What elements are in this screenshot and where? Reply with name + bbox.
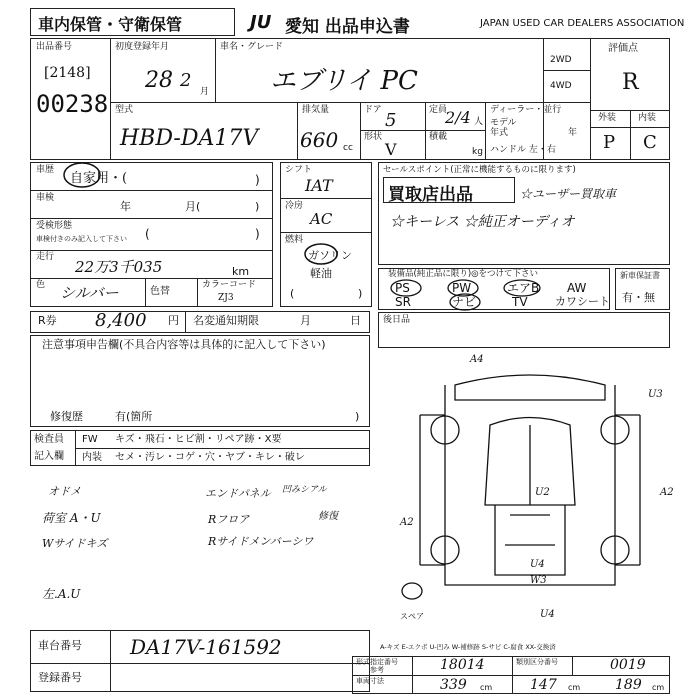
displacement-unit: cc bbox=[343, 143, 353, 153]
selling-line2: ☆キーレス ☆純正オーディオ bbox=[390, 214, 575, 230]
equipment-sr: SR bbox=[395, 295, 411, 309]
height-value: 189 bbox=[615, 677, 642, 693]
displacement-value: 660 bbox=[300, 128, 339, 152]
equipment-airbag: エアB bbox=[507, 281, 540, 295]
selling-line1: ☆ユーザー買取車 bbox=[520, 187, 617, 201]
notice-month: 月 bbox=[300, 314, 311, 327]
recycle-unit: 円 bbox=[168, 314, 179, 327]
length-value: 339 bbox=[440, 677, 467, 693]
remark-4: 左.A.U bbox=[42, 587, 81, 601]
width-value: 147 bbox=[530, 677, 557, 693]
grade-label: 評価点 bbox=[608, 43, 638, 54]
drive-2wd: 2WD bbox=[550, 55, 572, 65]
selling-main: 買取店出品 bbox=[388, 185, 473, 205]
damage-legend: A-キズ E-エクボ U-凹み W-補修跡 S-サビ C-腐食 XX-交換済 bbox=[380, 643, 556, 651]
capacity-value: 2/4 bbox=[445, 108, 471, 127]
fuel-diesel: 軽油 bbox=[310, 267, 332, 280]
shape-label: 形状 bbox=[364, 132, 383, 142]
model-name: エブリイ PC bbox=[270, 66, 418, 96]
exterior-value: P bbox=[603, 132, 616, 153]
equipment-seat: カワシート bbox=[555, 295, 610, 308]
remark-2: 荷室 A・U bbox=[42, 511, 101, 525]
cert-label: 形式指定番号 bbox=[356, 658, 398, 666]
handle-label: ハンドル 左・右 bbox=[490, 145, 556, 155]
ac-value: AC bbox=[310, 210, 333, 228]
inspection-label: 車検 bbox=[36, 193, 55, 203]
interior-value: C bbox=[643, 132, 657, 153]
repair-history-value: 有(箇所 bbox=[115, 410, 153, 423]
length-unit: cm bbox=[480, 683, 493, 692]
inspector-label-2: 記入欄 bbox=[34, 451, 64, 462]
repair-history-label: 修復歴 bbox=[50, 410, 83, 423]
load-label: 積載 bbox=[429, 132, 448, 142]
warranty-value: 有・無 bbox=[622, 291, 655, 304]
airbag-circle-mark bbox=[502, 279, 542, 297]
fuel-open: ( bbox=[290, 287, 295, 300]
first-reg-month-unit: 月 bbox=[200, 87, 210, 97]
association-name: JAPAN USED CAR DEALERS ASSOCIATION bbox=[480, 18, 685, 29]
type-label: 型式 bbox=[115, 105, 134, 115]
reception-open: ( bbox=[145, 227, 150, 241]
registration-label: 登録番号 bbox=[38, 671, 82, 684]
storage-label: 車内保管・守衛保管 bbox=[38, 15, 183, 34]
color-change-label: 色替 bbox=[150, 286, 170, 297]
inspector-fw: FW bbox=[82, 434, 98, 445]
first-reg-year: 28 bbox=[145, 68, 173, 93]
capacity-label: 定員 bbox=[429, 105, 448, 115]
notice-label: 名変通知期限 bbox=[193, 314, 259, 327]
capacity-unit: 人 bbox=[474, 117, 484, 127]
lot-label: 出品番号 bbox=[36, 42, 73, 52]
reception-note: 車検付きのみ記入して下さい bbox=[36, 235, 127, 243]
remark-3: Wサイドキズ bbox=[42, 537, 108, 550]
recycle-value: 8,400 bbox=[95, 310, 147, 331]
spare-label: スペア bbox=[400, 612, 424, 621]
remark-right-5: Rサイドメンバーシワ bbox=[208, 535, 314, 548]
first-reg-month: 2 bbox=[180, 70, 192, 91]
equipment-pw: PW bbox=[452, 281, 472, 295]
lot-bracket: [2148] bbox=[44, 65, 91, 81]
mileage-value: 22万3千035 bbox=[75, 258, 163, 276]
shape-value: V bbox=[385, 140, 397, 159]
color-code-label: カラーコード bbox=[202, 280, 257, 290]
mark-a4: A4 bbox=[470, 354, 484, 365]
model-year-label: モデル bbox=[490, 118, 517, 128]
drive-4wd: 4WD bbox=[550, 81, 572, 91]
after-date-block bbox=[378, 312, 670, 348]
history-value: 自家用・( bbox=[70, 171, 128, 186]
model-label: 車名・グレード bbox=[220, 42, 284, 52]
mileage-unit: km bbox=[232, 265, 250, 278]
remark-right-2: 凹みシアル bbox=[282, 485, 327, 495]
history-label: 車歴 bbox=[36, 165, 55, 175]
cert-value: 18014 bbox=[440, 657, 485, 673]
reception-close: ) bbox=[255, 227, 260, 241]
chassis-value: DA17V-161592 bbox=[130, 635, 282, 659]
equipment-navi: ナビ bbox=[452, 295, 477, 309]
ac-label: 冷房 bbox=[285, 201, 304, 211]
load-unit: kg bbox=[472, 147, 483, 157]
remark-right-4: 修復 bbox=[318, 511, 338, 522]
reception-label: 受検形態 bbox=[36, 221, 73, 231]
form-title: 愛知 出品申込書 bbox=[285, 17, 410, 37]
fuel-close: ) bbox=[358, 287, 363, 300]
year-unit: 年 bbox=[568, 128, 578, 138]
repair-history-close: ) bbox=[355, 410, 360, 423]
inspector-interior: 内装 bbox=[82, 452, 102, 463]
width-unit: cm bbox=[568, 683, 581, 692]
exterior-label: 外装 bbox=[598, 113, 617, 123]
doors-value: 5 bbox=[385, 110, 397, 131]
history-circle-mark bbox=[62, 160, 102, 190]
equipment-tv: TV bbox=[512, 295, 528, 309]
fuel-circle-mark bbox=[303, 242, 339, 266]
remark-1: オドメ bbox=[48, 485, 81, 498]
inspection-year: 年 bbox=[120, 200, 131, 213]
doors-label: ドア bbox=[364, 105, 382, 115]
class-label: 類別区分番号 bbox=[516, 658, 558, 666]
equipment-label: 装備品(純正品に限り)◎をつけて下さい bbox=[388, 269, 539, 279]
first-reg-label: 初度登録年月 bbox=[115, 42, 170, 52]
color-code-value: ZJ3 bbox=[218, 293, 234, 303]
mark-u3: U3 bbox=[648, 389, 663, 400]
dealer-label: ディーラー・並行 bbox=[490, 105, 562, 115]
chassis-label: 車台番号 bbox=[38, 639, 82, 652]
navi-circle-mark bbox=[448, 293, 482, 311]
remark-right-3: Rフロア bbox=[208, 513, 250, 526]
remark-right-1: エンドパネル bbox=[205, 487, 271, 500]
ps-circle-mark bbox=[389, 279, 423, 297]
selling-points-label: セールスポイント(正常に機能するものに限ります) bbox=[383, 165, 576, 175]
height-unit: cm bbox=[652, 683, 665, 692]
equipment-aw: AW bbox=[567, 281, 587, 295]
color-label: 色 bbox=[36, 280, 46, 290]
displacement-label: 排気量 bbox=[302, 105, 330, 115]
mark-u4-top: U4 bbox=[530, 559, 545, 570]
year-label: 年式 bbox=[490, 128, 509, 138]
interior-label: 内装 bbox=[638, 113, 657, 123]
fuel-gasoline: ガソリン bbox=[308, 249, 352, 262]
size-label: 車両寸法 bbox=[356, 677, 384, 685]
history-close: ) bbox=[255, 173, 260, 187]
shift-value: IAT bbox=[305, 176, 333, 195]
inspector-row1: キズ・飛石・ヒビ割・リペア跡・X要 bbox=[115, 434, 282, 445]
mark-w3: W3 bbox=[530, 575, 547, 586]
mark-u2: U2 bbox=[535, 487, 550, 498]
type-value: HBD-DA17V bbox=[120, 126, 259, 151]
ju-logo: JU bbox=[250, 12, 272, 33]
fuel-label: 燃料 bbox=[285, 235, 304, 245]
inspection-month: 月( bbox=[185, 200, 201, 213]
mileage-label: 走行 bbox=[36, 252, 55, 262]
inspector-label-1: 検査員 bbox=[34, 434, 64, 445]
after-date-label: 後日品 bbox=[383, 315, 411, 325]
color-value: シルバー bbox=[60, 284, 119, 302]
class-value: 0019 bbox=[610, 657, 646, 673]
mark-u4-bottom: U4 bbox=[540, 609, 555, 620]
mark-a2-left: A2 bbox=[400, 517, 414, 528]
mark-a2-right: A2 bbox=[660, 487, 674, 498]
grade-value: R bbox=[622, 70, 639, 95]
inspector-row2: セメ・汚レ・コゲ・穴・ヤブ・キレ・破レ bbox=[115, 452, 305, 463]
recycle-label: R券 bbox=[38, 314, 57, 327]
notice-day: 日 bbox=[350, 314, 361, 327]
warranty-label: 新車保証書 bbox=[620, 271, 660, 280]
lot-number: 00238 bbox=[36, 90, 109, 118]
inspection-close: ) bbox=[255, 200, 260, 213]
cert-ref: 参考 bbox=[370, 666, 384, 674]
shift-label: シフト bbox=[285, 165, 313, 175]
notes-label: 注意事項申告欄(不具合内容等は具体的に記入して下さい) bbox=[42, 338, 326, 351]
equipment-ps: PS bbox=[395, 281, 410, 295]
